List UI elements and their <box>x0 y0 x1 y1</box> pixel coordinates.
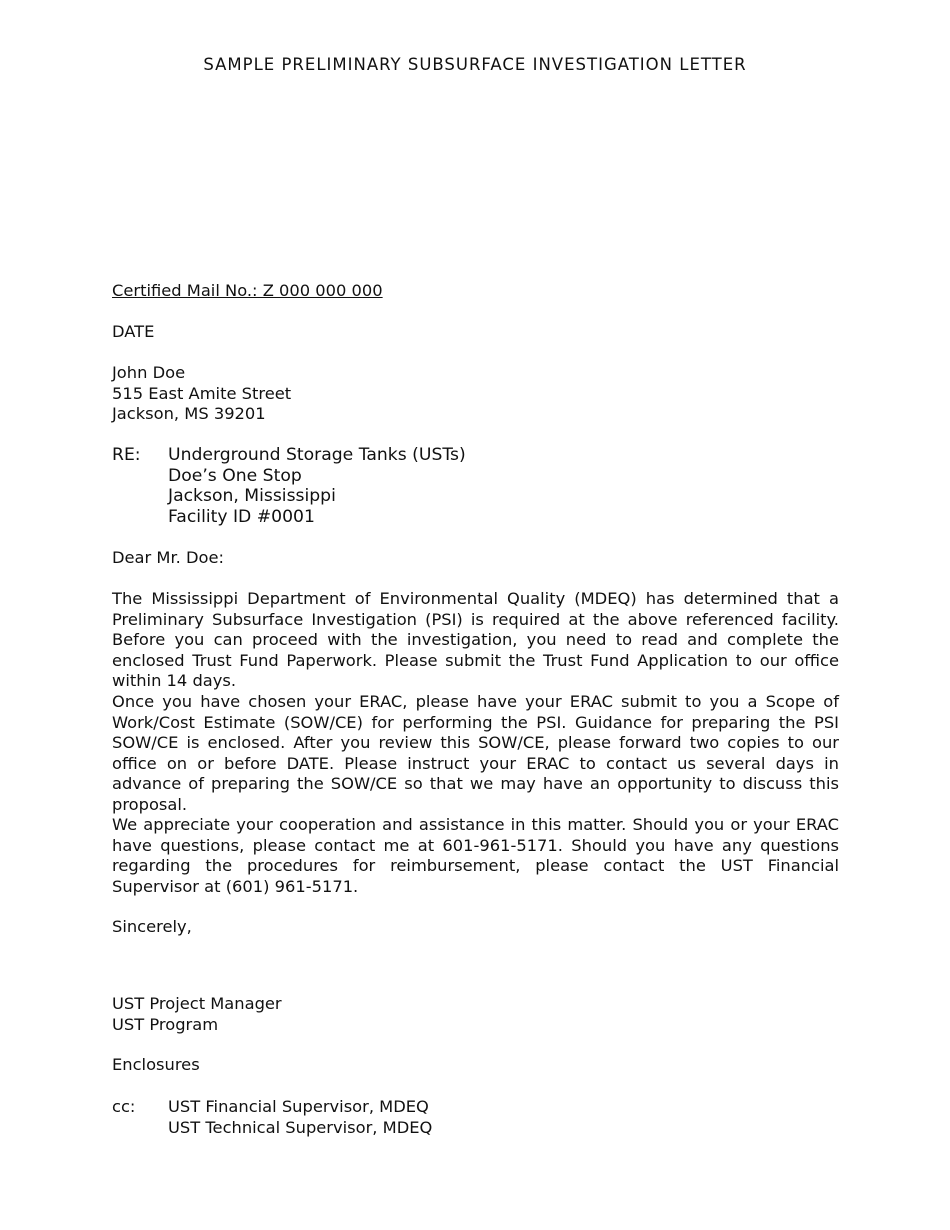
certified-mail-number: Certified Mail No.: Z 000 000 000 <box>112 281 383 300</box>
re-line: Doe’s One Stop <box>168 465 302 486</box>
salutation-line <box>112 548 839 569</box>
re-line: Facility ID #0001 <box>168 506 315 527</box>
cc-block <box>112 1097 839 1138</box>
paragraph-2 <box>112 692 839 815</box>
paragraph-text: The Mississippi Department of Environmental Quality (MDEQ) has determined that a Preliminary Subsurface Investigation (PSI) is required at the above referenced facility. Before you can proceed with the investigation, you need to read and complete the enclosed Trust Fund Paperwork. Please submit the Trust Fund Application to our office within 14 days. <box>112 589 839 690</box>
cc-label: cc: <box>112 1097 136 1116</box>
closing: Sincerely, <box>112 917 192 936</box>
re-label: RE: <box>112 445 141 465</box>
salutation: Dear Mr. Doe: <box>112 548 224 567</box>
re-block <box>112 445 839 527</box>
certified-mail-line <box>112 281 839 302</box>
paragraph-text: We appreciate your cooperation and assistance in this matter. Should you or your ERAC have questions, please contact me at 601-961-5171. Should you have any questions regarding the procedures for reimbursement, please contact the UST Financial Supervisor at (601) 961-5171. <box>112 815 839 896</box>
signature-title: UST Project Manager <box>112 994 282 1013</box>
paragraph-text: Once you have chosen your ERAC, please have your ERAC submit to you a Scope of Work/Cost Estimate (SOW/CE) for performing the PSI. Guidance for preparing the PSI SOW/CE is enclosed. After you review this SOW/CE, please forward two copies to our office on or before DATE. Please instruct your ERAC to contact us several days in advance of preparing the SOW/CE so that we may have an opportunity to discuss this proposal. <box>112 692 839 814</box>
recipient-city-state-zip: Jackson, MS 39201 <box>112 404 266 423</box>
re-line: Underground Storage Tanks (USTs) <box>168 445 466 465</box>
recipient-street: 515 East Amite Street <box>112 383 292 403</box>
closing-line <box>112 917 839 938</box>
cc-recipient: UST Financial Supervisor, MDEQ <box>168 1097 429 1116</box>
signature-block <box>112 994 839 1035</box>
enclosures-line <box>112 1055 839 1076</box>
recipient-name: John Doe <box>112 363 186 382</box>
signature-program: UST Program <box>112 1014 219 1034</box>
paragraph-3 <box>112 815 839 897</box>
enclosures: Enclosures <box>112 1055 200 1074</box>
letter-date: DATE <box>112 322 155 341</box>
date-line <box>112 322 839 343</box>
recipient-address <box>112 363 839 425</box>
document-heading: SAMPLE PRELIMINARY SUBSURFACE INVESTIGATION LETTER <box>203 55 747 74</box>
re-line: Jackson, Mississippi <box>168 486 336 506</box>
paragraph-1 <box>112 589 839 692</box>
cc-recipient: UST Technical Supervisor, MDEQ <box>168 1117 433 1137</box>
